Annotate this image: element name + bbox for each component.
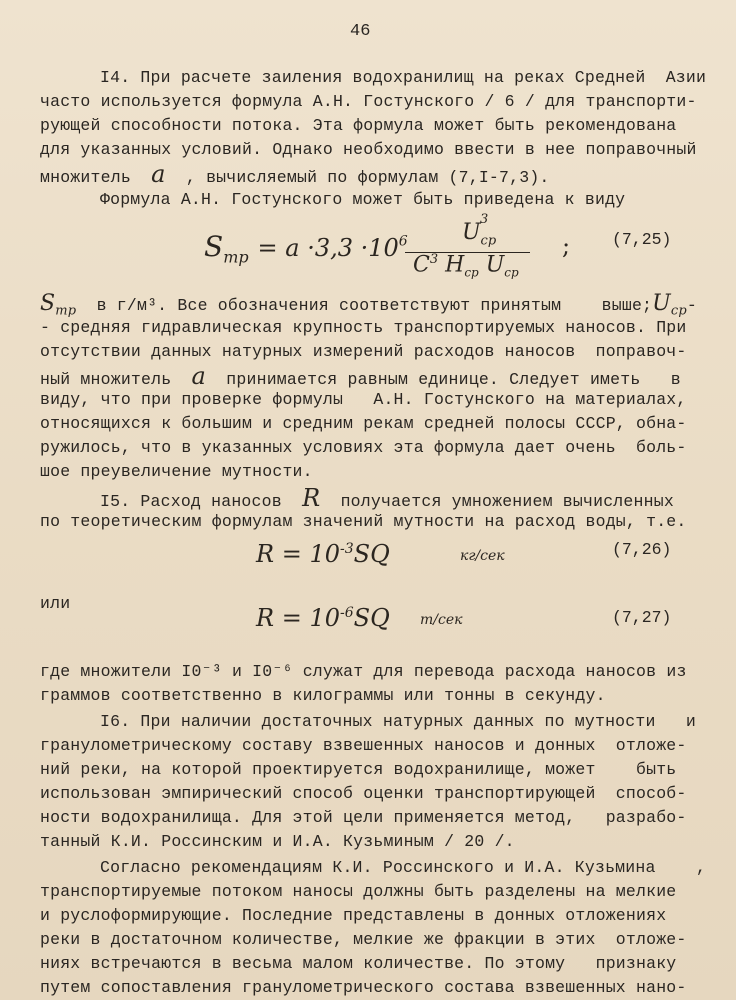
formula-subscript: ср xyxy=(480,233,497,249)
symbol-subscript: тр xyxy=(55,303,77,319)
text-line: ний реки, на которой проектируется водохранилище, может быть xyxy=(40,760,677,779)
text-line: гранулометрическому составу взвешенных наносов и донных отложе- xyxy=(40,736,687,755)
formula-exponent: -3 xyxy=(339,541,354,557)
text-fragment: ный множитель xyxy=(40,370,172,389)
text-fragment: принимается равным единице. Следует иметь в xyxy=(226,370,681,389)
formula-text: = a ·3,3 ·10 xyxy=(257,234,399,262)
text-fragment: I5. Расход наносов xyxy=(100,492,282,511)
text-line: Формула А.Н. Гостунского может быть приведена к виду xyxy=(100,190,626,209)
formula-exponent: -6 xyxy=(339,605,354,621)
text-line: - средняя гидравлическая крупность транспортируемых наносов. При xyxy=(40,318,687,337)
formula-unit: кг/сек xyxy=(460,548,505,564)
symbol-a: a xyxy=(191,362,207,390)
formula-symbol: C xyxy=(413,252,430,278)
text-line: шое преувеличение мутности. xyxy=(40,462,313,481)
text-fragment: получается умножением вычисленных xyxy=(340,492,674,511)
text-line: реки в достаточном количестве, мелкие же фракции в этих отложе- xyxy=(40,930,687,949)
text-fragment: , вычисляемый по формулам (7,I-7,3). xyxy=(185,168,550,187)
text-line xyxy=(40,162,700,190)
text-line: по теоретическим формулам значений мутности на расход воды, т.е. xyxy=(40,512,687,531)
text-line: ружилось, что в указанных условиях эта формула дает очень боль- xyxy=(40,438,687,457)
formula-7-27 xyxy=(256,604,390,632)
formula-exponent: 6 xyxy=(398,233,408,250)
formula-subscript: ср xyxy=(504,265,519,280)
text-line: I6. При наличии достаточных натурных данных по мутности и xyxy=(100,712,696,731)
formula-text: SQ xyxy=(353,540,390,568)
text-line: использован эмпирический способ оценки транспортирующей способ- xyxy=(40,784,687,803)
formula-subscript: ср xyxy=(464,265,479,280)
text-line: ности водохранилища. Для этой цели применяется метод, разрабо- xyxy=(40,808,687,827)
text-line: граммов соответственно в килограммы или тонны в секунду. xyxy=(40,686,606,705)
symbol-subscript: ср xyxy=(670,303,687,319)
text-line: или xyxy=(40,594,71,613)
formula-7-25 xyxy=(204,230,408,267)
text-fragment: множитель xyxy=(40,168,131,187)
formula-semicolon: ; xyxy=(562,232,571,260)
text-fragment: в г/м³. Все обозначения соответствуют принятым выше; xyxy=(96,296,653,315)
text-line: относящихся к большим и средним рекам средней полосы СССР, обна- xyxy=(40,414,687,433)
formula-symbol: S xyxy=(204,230,224,263)
page-number: 46 xyxy=(350,22,371,41)
formula-text: R = 10 xyxy=(256,540,340,568)
formula-symbol: H xyxy=(445,252,465,278)
formula-subscript: тр xyxy=(223,247,249,267)
text-line: отсутствии данных натурных измерений расходов наносов поправоч- xyxy=(40,342,687,361)
equation-number: (7,26) xyxy=(612,540,672,559)
text-line: путем сопоставления гранулометрического состава взвешенных нано- xyxy=(40,978,687,997)
text-line: часто используется формула А.Н. Гостунского / 6 / для транспорти- xyxy=(40,92,697,111)
text-line: и руслоформирующие. Последние представлены в донных отложениях xyxy=(40,906,667,925)
equation-number: (7,27) xyxy=(612,608,672,627)
formula-text: R = 10 xyxy=(256,604,340,632)
text-fragment: - xyxy=(686,296,698,315)
formula-7-25-num-exp: 3 xyxy=(480,212,489,227)
text-line: ниях встречаются в весьма малом количестве. По этому признаку xyxy=(40,954,677,973)
formula-unit: т/сек xyxy=(420,612,463,628)
equation-number: (7,25) xyxy=(612,230,672,249)
formula-7-26 xyxy=(256,540,390,568)
formula-symbol: U xyxy=(462,220,481,245)
text-line: транспортируемые потоком наносы должны быть разделены на мелкие xyxy=(40,882,677,901)
text-line: виду, что при проверке формулы А.Н. Гостунского на материалах, xyxy=(40,390,687,409)
formula-7-25-denominator xyxy=(413,252,519,280)
formula-symbol: U xyxy=(485,252,505,278)
text-line: для указанных условий. Однако необходимо ввести в нее поправочный xyxy=(40,140,697,159)
text-line: где множители I0⁻³ и I0⁻⁶ служат для перевода расхода наносов из xyxy=(40,662,687,681)
text-line: I4. При расчете заиления водохранилищ на реках Средней Азии xyxy=(100,68,707,87)
symbol-r: R xyxy=(302,484,321,512)
formula-exponent: 3 xyxy=(429,252,439,267)
symbol-a: a xyxy=(151,160,166,188)
symbol-s: S xyxy=(40,291,56,316)
text-line: танный К.И. Россинским и И.А. Кузьминым / 20 /. xyxy=(40,832,515,851)
text-line: рующей способности потока. Эта формула может быть рекомендована xyxy=(40,116,677,135)
text-line: Согласно рекомендациям К.И. Россинского и И.А. Кузьмина , xyxy=(100,858,707,877)
symbol-u: U xyxy=(652,291,671,316)
formula-text: SQ xyxy=(353,604,390,632)
